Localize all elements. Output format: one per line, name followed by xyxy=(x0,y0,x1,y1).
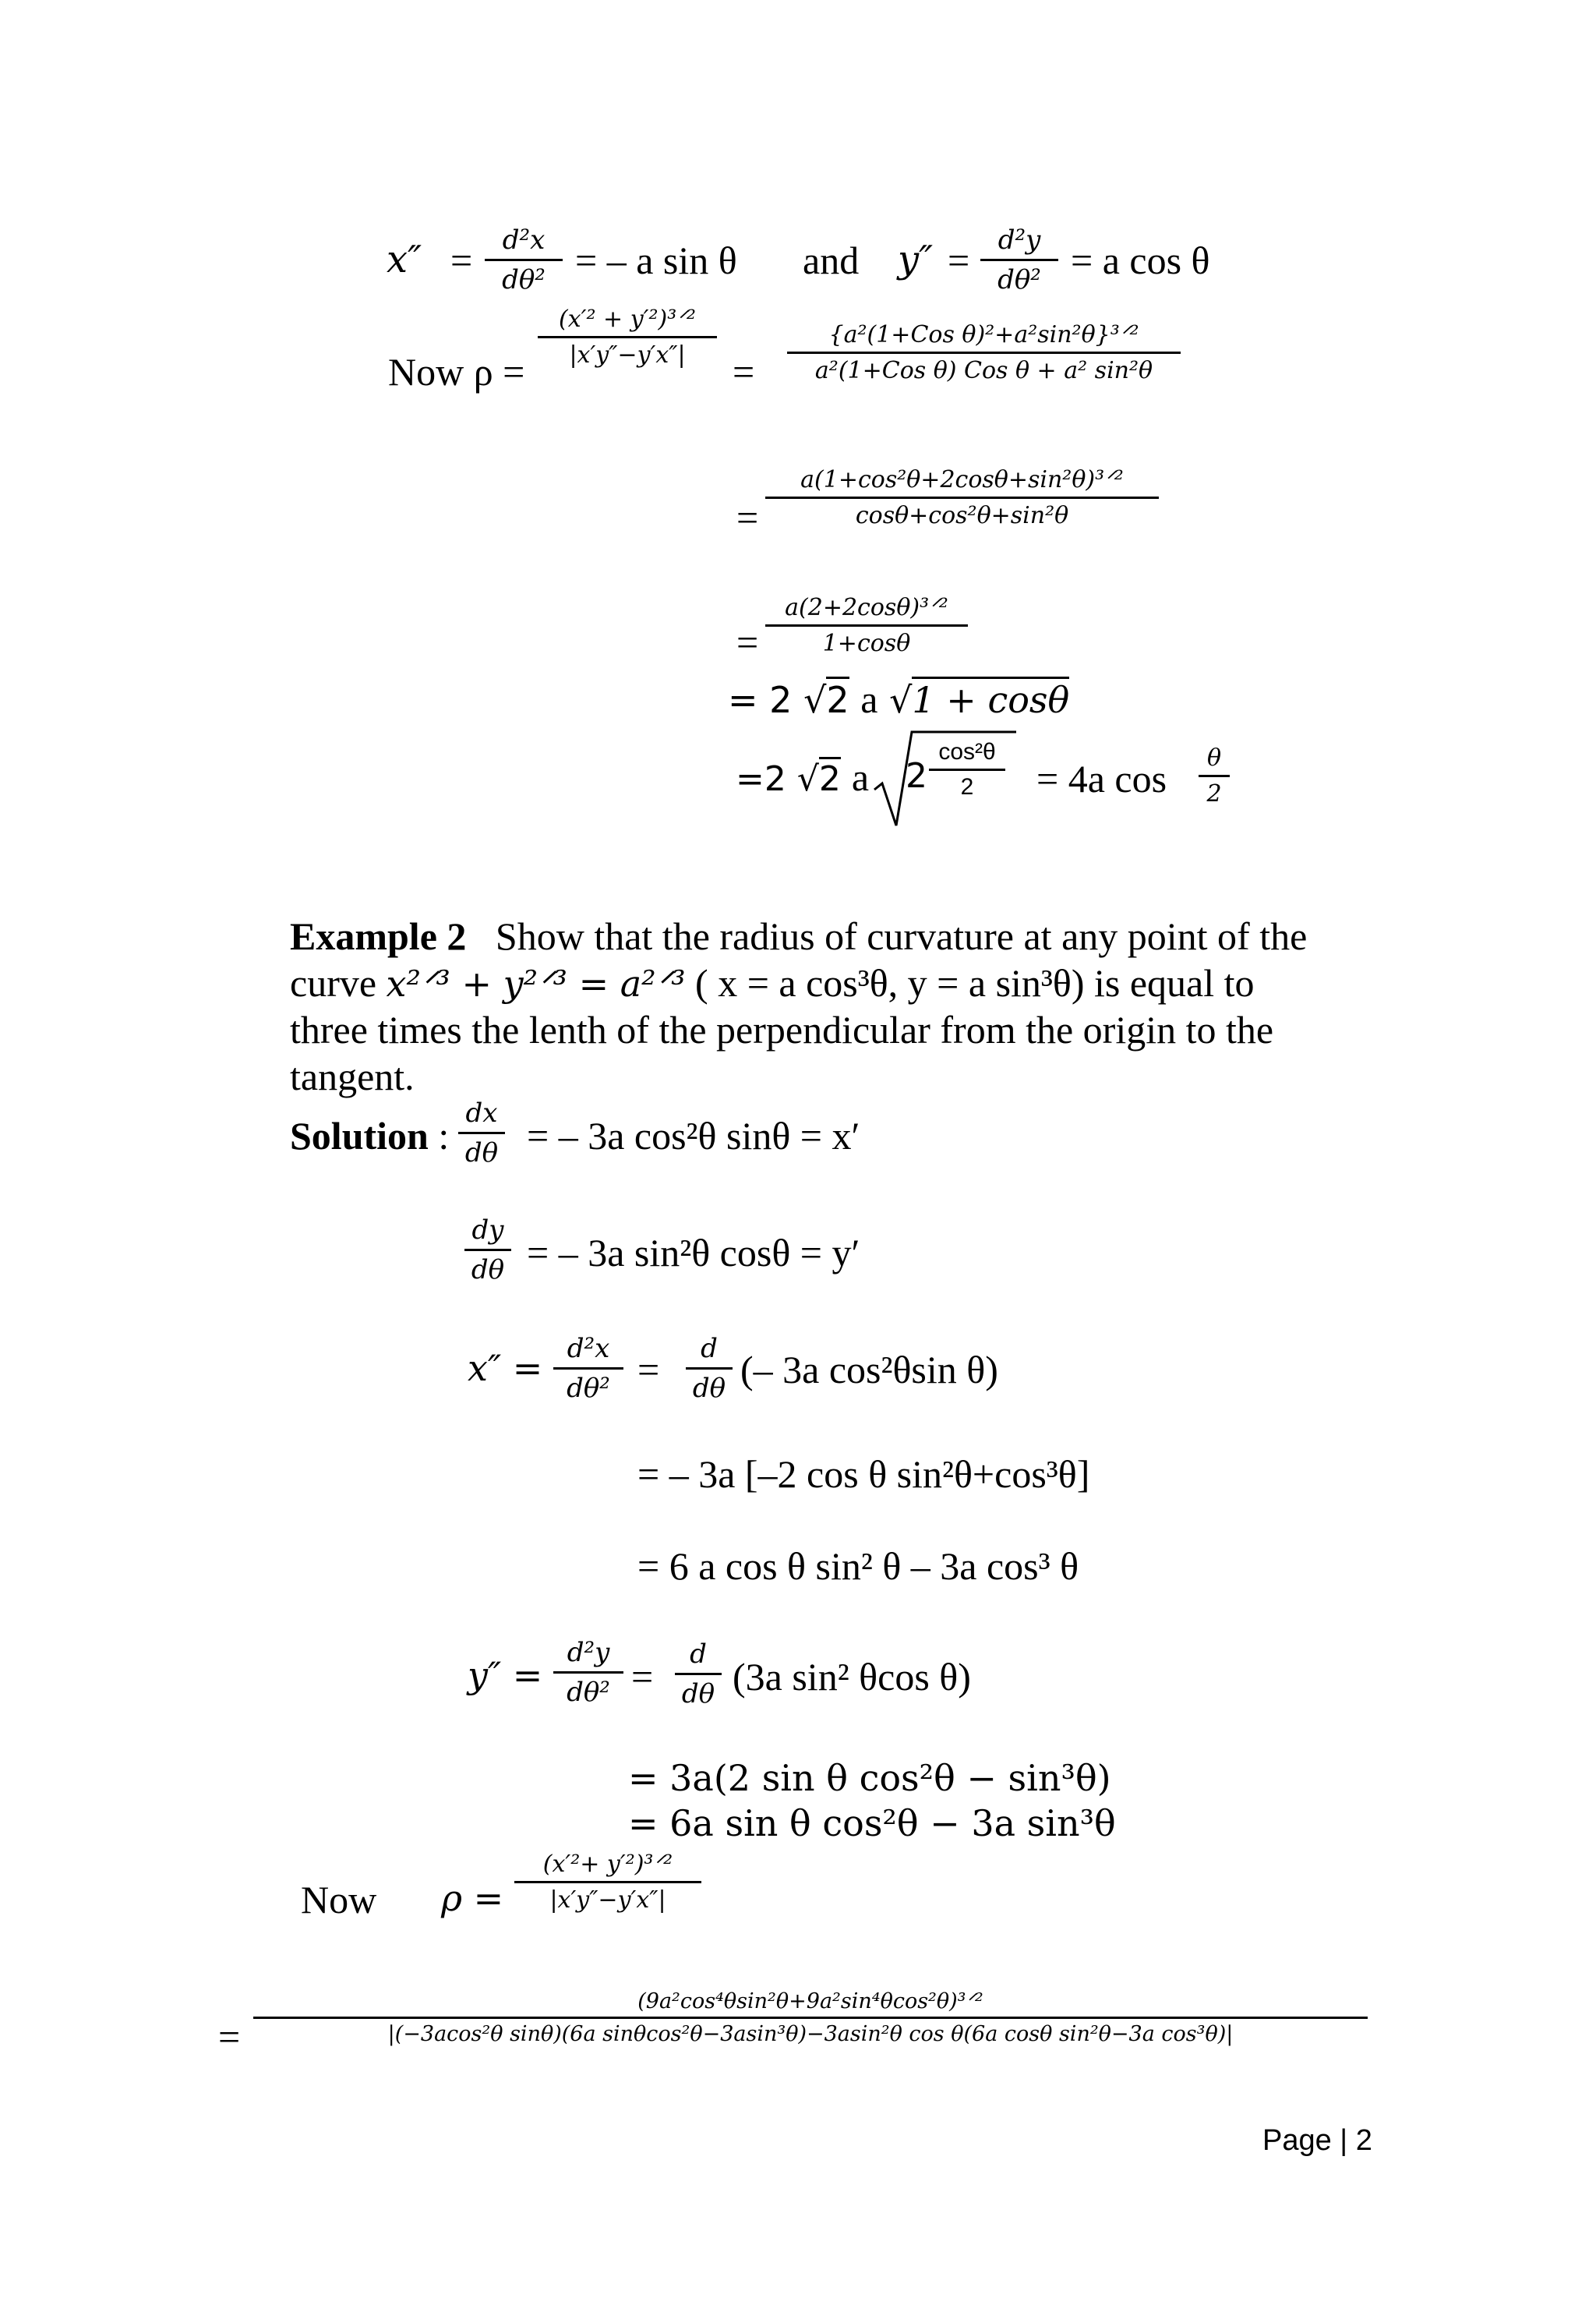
d2y-dtheta2-fraction xyxy=(980,224,1058,295)
sqrt-radicand: 1 + cosθ xyxy=(912,677,1069,721)
fraction-denominator: dθ xyxy=(471,1254,505,1285)
x-double-prime-expression: (– 3a cos²θsin θ) xyxy=(740,1348,998,1391)
equals-sign: = xyxy=(733,350,755,394)
fraction-numerator: (x′²+ y′²)³ᐟ² xyxy=(542,1851,673,1878)
fraction-denominator: |x′y″−y′x″| xyxy=(569,341,686,369)
step5-prefix: =2 xyxy=(736,759,786,799)
equals-sign: = xyxy=(450,239,473,282)
fraction-numerator: {a²(1+Cos θ)²+a²sin²θ}³ᐟ² xyxy=(828,321,1139,348)
example2-line3: three times the lenth of the perpendicular from the origin to the xyxy=(290,1008,1274,1052)
fraction-numerator: a(2+2cosθ)³ᐟ² xyxy=(785,594,948,621)
step5-result: = 4a cos xyxy=(1036,757,1167,801)
fraction-denominator: dθ xyxy=(692,1373,726,1404)
sqrt-icon: √ xyxy=(803,679,827,721)
solution-label xyxy=(290,1113,449,1158)
fraction-numerator: dx xyxy=(465,1098,498,1129)
fraction-denominator: a²(1+Cos θ) Cos θ + a² sin²θ xyxy=(814,357,1153,384)
now-rho-label: Now ρ = xyxy=(388,350,525,394)
equals-sign: = xyxy=(218,2015,241,2059)
sqrt-radicand: 2 xyxy=(826,677,849,721)
fraction-numerator: d xyxy=(690,1639,707,1670)
cos2theta-over-2-fraction xyxy=(929,739,1005,801)
d2x-dtheta2-fraction xyxy=(485,224,563,295)
fraction-numerator: d²x xyxy=(567,1333,610,1364)
example2-title: Example 2 xyxy=(290,914,467,958)
dx-dtheta-fraction xyxy=(458,1098,505,1168)
x-double-prime-lhs: x″ = xyxy=(468,1347,543,1389)
fraction-numerator: dy xyxy=(471,1214,504,1246)
x-double-prime: x″ xyxy=(387,238,422,281)
step4-line xyxy=(728,677,1069,722)
step5-line xyxy=(736,755,869,800)
fraction-numerator: d²y xyxy=(567,1637,610,1668)
fraction-denominator: |x′y″−y′x″| xyxy=(549,1886,666,1914)
rho-formula-fraction xyxy=(514,1851,701,1914)
x-double-prime-step2: = – 3a [–2 cos θ sin²θ+cos³θ] xyxy=(637,1452,1090,1496)
fraction-numerator: d²x xyxy=(502,224,546,256)
x-double-prime-step3: = 6 a cos θ sin² θ – 3a cos³ θ xyxy=(637,1544,1079,1588)
dy-dtheta-fraction xyxy=(464,1214,511,1285)
x-double-prime-value: = – a sin θ xyxy=(575,239,737,282)
fraction-numerator: d²y xyxy=(998,224,1041,256)
example2-statement: Show that the radius of curvature at any point of the xyxy=(495,914,1308,958)
fraction-denominator: 1+cosθ xyxy=(822,630,911,657)
and-word: and xyxy=(803,239,860,282)
fraction-denominator: dθ² xyxy=(567,1677,610,1708)
fraction-denominator: dθ xyxy=(681,1678,715,1709)
fraction-denominator: dθ² xyxy=(567,1373,610,1404)
dy-dtheta-value: = – 3a sin²θ cosθ = y′ xyxy=(527,1231,860,1274)
final-rho-fraction xyxy=(253,1989,1368,2046)
fraction-numerator: cos²θ xyxy=(938,739,996,765)
fraction-numerator: θ xyxy=(1206,744,1222,772)
equals-sign: = xyxy=(631,1655,654,1699)
equals-sign: = xyxy=(637,1348,660,1391)
now-label: Now xyxy=(301,1878,377,1921)
fraction-denominator: cosθ+cos²θ+sin²θ xyxy=(855,502,1069,529)
fraction-denominator: dθ xyxy=(464,1137,499,1168)
fraction-denominator: 2 xyxy=(1206,780,1222,808)
step3-fraction xyxy=(765,594,968,657)
solution-word: Solution xyxy=(290,1114,429,1158)
equals-sign: = xyxy=(736,620,759,664)
fraction-denominator: |(−3acos²θ sinθ)(6a sinθcos²θ−3asin³θ)−3asin²θ cos θ(6a cosθ sin²θ−3a cos³θ)| xyxy=(387,2022,1234,2046)
fraction-denominator: dθ² xyxy=(998,264,1041,295)
step5-two: 2 xyxy=(906,756,927,796)
curve-equation: x²ᐟ³ + y²ᐟ³ = a²ᐟ³ xyxy=(386,963,686,1005)
y-double-prime-lhs: y″ = xyxy=(468,1654,543,1696)
curve-word: curve xyxy=(290,961,377,1005)
sqrt-icon: √ xyxy=(889,679,913,721)
dx-dtheta-value: = – 3a cos²θ sinθ = x′ xyxy=(527,1114,860,1158)
curve-parametric: ( x = a cos³θ, y = a sin³θ) is equal to xyxy=(695,961,1255,1005)
fraction-numerator: d xyxy=(701,1333,718,1364)
step4-prefix: = 2 xyxy=(728,679,793,721)
rho-formula-fraction xyxy=(538,306,717,369)
rho-substituted-fraction xyxy=(787,321,1181,384)
fraction-numerator: (9a²cos⁴θsin²θ+9a²sin⁴θcos²θ)³ᐟ² xyxy=(637,1989,983,2013)
page-number: Page | 2 xyxy=(1262,2124,1372,2157)
d2y-dtheta2-fraction xyxy=(553,1637,623,1708)
rho-label: ρ = xyxy=(441,1877,504,1919)
equals-sign: = xyxy=(736,496,759,539)
equals-sign: = xyxy=(948,239,970,282)
y-double-prime: y″ xyxy=(898,238,934,281)
sqrt-icon: √ xyxy=(796,759,819,799)
theta-over-2-fraction xyxy=(1199,744,1230,808)
d-dtheta-fraction xyxy=(675,1639,722,1709)
d2x-dtheta2-fraction xyxy=(553,1333,623,1404)
step4-a: a xyxy=(860,677,878,721)
y-double-prime-step3: = 6a sin θ cos²θ − 3a sin³θ xyxy=(628,1802,1116,1844)
y-double-prime-expression: (3a sin² θcos θ) xyxy=(733,1655,971,1699)
example2-line4: tangent. xyxy=(290,1055,415,1098)
fraction-numerator: (x′² + y′²)³ᐟ² xyxy=(559,306,696,333)
example2-line1 xyxy=(290,914,1307,959)
y-double-prime-step2: = 3a(2 sin θ cos²θ − sin³θ) xyxy=(628,1757,1111,1799)
example2-line2 xyxy=(290,960,1255,1006)
step2-fraction xyxy=(765,466,1159,529)
fraction-denominator: 2 xyxy=(960,774,974,800)
y-double-prime-value: = a cos θ xyxy=(1071,239,1210,282)
solution-colon: : xyxy=(438,1114,450,1158)
fraction-numerator: a(1+cos²θ+2cosθ+sin²θ)³ᐟ² xyxy=(800,466,1124,493)
d-dtheta-fraction xyxy=(686,1333,733,1404)
fraction-denominator: dθ² xyxy=(502,264,546,295)
sqrt-radicand: 2 xyxy=(819,757,841,799)
step5-a: a xyxy=(851,755,870,799)
